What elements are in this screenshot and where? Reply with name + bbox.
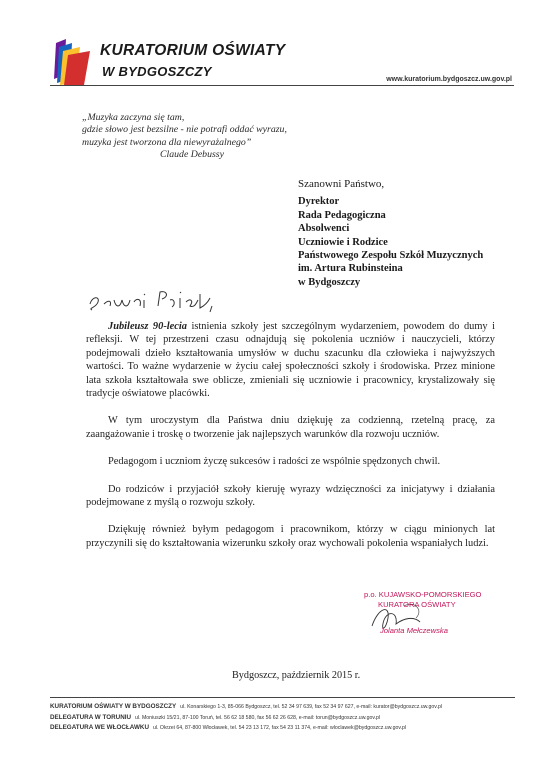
footer-contacts (50, 702, 442, 734)
addressee-line: Dyrektor (298, 196, 340, 208)
book-logo-icon (50, 37, 96, 87)
jubilee-lead: Jubileusz 90-lecia (108, 321, 187, 332)
paragraph-text: istnienia szkoły jest szczególnym wydarzeniem, powodem do dumy i refleksji. W tej przestrzeni czasu odnajdują się pokolenia uczniów i nauczycieli, którzy podejmowali dzieło kształtowania umysłów w duchu szacunku dla człowieka i najwyższych wartości. To ważne wydarzenie w życiu całej społeczności szkoły i środowiska. Przez minione lata szkoła kształtowała swe oblicze, zmieniali się uczniowie i pracownicy, krystalizowały się tradycje oświatowe placówki. (86, 321, 495, 400)
quote-line: „Muzyka zaczyna się tam, (82, 112, 185, 123)
org-name-line1: KURATORIUM OŚWIATY (100, 42, 286, 59)
quote-author: Claude Debussy (160, 149, 224, 161)
footer-row (50, 723, 442, 734)
org-name-line2: W BYDGOSZCZY (102, 64, 212, 79)
paragraph: Do rodziców i przyjaciół szkoły kieruję wyrazy wdzięczności za inicjatywy i działania podejmowane z myślą o rozwoju szkoły. (86, 483, 495, 509)
letter-body (86, 320, 495, 564)
paragraph (86, 320, 495, 400)
epigraph-quote (82, 112, 322, 162)
addressee-line: w Bydgoszczy (298, 276, 361, 288)
header-divider (50, 85, 514, 86)
addressee-line: Uczniowie i Rodzice (298, 236, 388, 248)
footer-office-name: KURATORIUM OŚWIATY W BYDGOSZCZY (50, 703, 177, 710)
paragraph: Dziękuję również byłym pedagogom i pracownikom, którzy w ciągu minionych lat przyczynili się do kształtowania wizerunku szkoły oraz wychowali pokolenia wspaniałych ludzi. (86, 524, 495, 549)
addressee-line: im. Artura Rubinsteina (298, 263, 403, 275)
organization-name (100, 40, 285, 82)
footer-office-name: DELEGATURA W TORUNIU (50, 713, 132, 721)
stamp-title-line2: KURATORA OŚWIATY (378, 600, 456, 609)
letter-date: Bydgoszcz, październik 2015 r. (232, 670, 361, 681)
quote-line: gdzie słowo jest bezsilne - nie potrafi oddać wyrazu, (82, 124, 287, 136)
stamp-title-line1: p.o. KUJAWSKO-POMORSKIEGO (364, 590, 482, 599)
footer-divider (50, 697, 515, 698)
footer-row (50, 702, 442, 713)
addressee-line: Absolwenci (298, 223, 350, 235)
addressee-block (298, 178, 483, 289)
footer-office-details: ul. Moniuszki 15/21, 87-100 Toruń, tel. 56 62 18 580, fax 56 62 26 628, e-mail: torun@bydgoszcz.uw.gov.pl (135, 714, 381, 721)
footer-office-details: ul. Konarskiego 1-3, 85-066 Bydgoszcz, tel. 52 34 97 639, fax 52 34 97 627, e-mail: kurator@bydgoszcz.uw.gov.pl (180, 704, 442, 710)
addressee-line: Rada Pedagogiczna (298, 209, 386, 221)
paragraph: Pedagogom i uczniom życzę sukcesów i radości ze wspólnie spędzonych chwil. (108, 456, 441, 468)
addressee-greeting: Szanowni Państwo, (298, 178, 385, 190)
footer-row (50, 713, 442, 724)
quote-line: muzyka jest tworzona dla niewyrażalnego” (82, 136, 252, 148)
signatory-name: Jolanta Mełczewska (380, 626, 448, 635)
footer-office-details: ul. Okrzei 64, 87-800 Włocławek, tel. 54 23 13 172, fax 54 23 11 374, e-mail: wloclawek@bydgoszcz.uw.gov.pl (153, 725, 407, 732)
handwritten-salutation (86, 286, 216, 316)
footer-office-name: DELEGATURA WE WŁOCŁAWKU (50, 724, 149, 732)
addressee-line: Państwowego Zespołu Szkół Muzycznych (298, 250, 484, 262)
paragraph: W tym uroczystym dla Państwa dniu dziękuję za codzienną, rzetelną pracę, za zaangażowanie i troskę o tworzenie jak najlepszych warunków dla rozwoju uczniów. (86, 415, 495, 440)
website-link[interactable]: www.kuratorium.bydgoszcz.uw.gov.pl (386, 76, 512, 83)
